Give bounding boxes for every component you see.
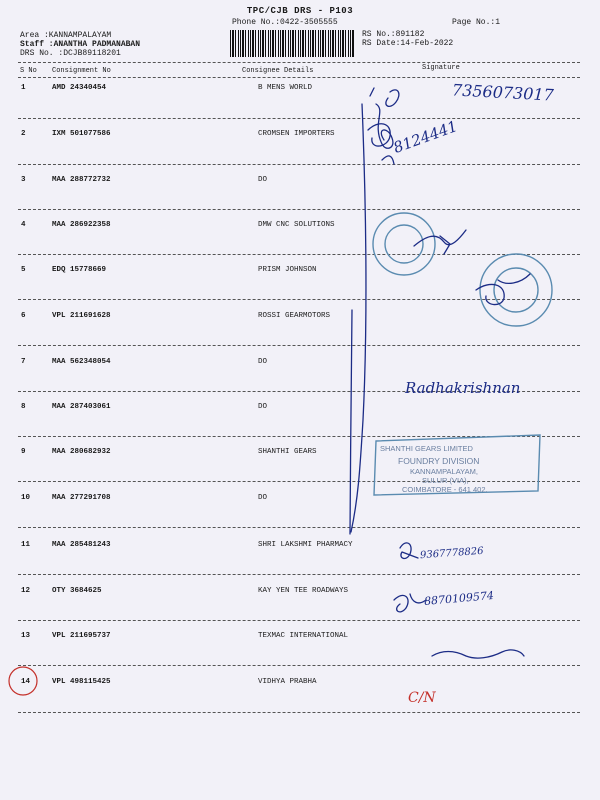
row-sno: 6 xyxy=(21,312,26,320)
row-consignee: SHRI LAKSHMI PHARMACY xyxy=(258,541,353,549)
row-consignment: OTY 3684625 xyxy=(52,587,102,595)
row-sno: 10 xyxy=(21,494,31,502)
row-consignee: DO xyxy=(258,403,268,411)
stamp-line: COIMBATORE - 641 402. xyxy=(402,485,488,494)
stamp-line: SULUR (VIA), xyxy=(422,476,469,485)
row-sno: 5 xyxy=(21,266,26,274)
row-consignment: MAA 285481243 xyxy=(52,541,111,549)
row-consignment: IXM 501077586 xyxy=(52,130,111,138)
handwritten-phone: 8124441 xyxy=(390,117,460,157)
row-consignment: MAA 286922358 xyxy=(52,221,111,229)
row-consignee: DO xyxy=(258,358,268,366)
row-consignee: DO xyxy=(258,176,268,184)
row-consignee: SHANTHI GEARS xyxy=(258,448,317,456)
handwritten-phone: 8870109574 xyxy=(423,588,495,609)
document-title: TPC/CJB DRS - P103 xyxy=(246,6,354,16)
staff-label: Staff :ANANTHA PADMANABAN xyxy=(20,40,141,49)
row-sno: 8 xyxy=(21,403,26,411)
handwritten-phone: 9367778826 xyxy=(419,545,484,562)
row-consignment: EDQ 15778669 xyxy=(52,266,107,274)
row-consignment: AMD 24340454 xyxy=(52,84,107,92)
page-number: Page No.:1 xyxy=(452,18,501,27)
stamp-line: SHANTHI GEARS LIMITED xyxy=(380,444,473,453)
rs-number: RS No.:891182 xyxy=(362,30,425,39)
row-consignee: PRISM JOHNSON xyxy=(258,266,317,274)
row-consignee: ROSSI GEARMOTORS xyxy=(258,312,331,320)
row-sno: 11 xyxy=(21,541,31,549)
row-sno: 4 xyxy=(21,221,26,229)
row-consignee: KAY YEN TEE ROADWAYS xyxy=(258,587,349,595)
rs-date: RS Date:14-Feb-2022 xyxy=(362,39,454,48)
stamp-line: FOUNDRY DIVISION xyxy=(398,456,480,466)
col-consignee: Consignee Details xyxy=(242,67,314,75)
row-sno: 1 xyxy=(21,84,26,92)
row-consignment: VPL 211695737 xyxy=(52,632,111,640)
row-consignment: MAA 280682932 xyxy=(52,448,111,456)
row-consignment: MAA 288772732 xyxy=(52,176,111,184)
handwritten-phone: 7356073017 xyxy=(451,80,555,105)
col-consignment: Consignment No xyxy=(52,67,111,75)
row-sno: 12 xyxy=(21,587,31,595)
row-sno: 13 xyxy=(21,632,31,640)
row-consignee: TEXMAC INTERNATIONAL xyxy=(258,632,349,640)
row-consignment: VPL 498115425 xyxy=(52,678,111,686)
phone-number: Phone No.:0422-3505555 xyxy=(232,18,338,27)
row-sno: 14 xyxy=(21,678,31,686)
row-consignment: VPL 211691628 xyxy=(52,312,111,320)
row-consignee: DMW CNC SOLUTIONS xyxy=(258,221,335,229)
row-consignee: DO xyxy=(258,494,268,502)
row-sno: 2 xyxy=(21,130,26,138)
col-sno: S No xyxy=(20,67,37,75)
row-consignee: VIDHYA PRABHA xyxy=(258,678,317,686)
row-consignment: MAA 562348054 xyxy=(52,358,111,366)
row-sno: 3 xyxy=(21,176,26,184)
row-consignee: CROMSEN IMPORTERS xyxy=(258,130,335,138)
row-consignment: MAA 287403061 xyxy=(52,403,111,411)
area-label: Area :KANNAMPALAYAM xyxy=(20,31,112,40)
stamp-line: KANNAMPALAYAM, xyxy=(410,467,478,476)
row-consignment: MAA 277291708 xyxy=(52,494,111,502)
row-sno: 9 xyxy=(21,448,26,456)
row-consignee: B MENS WORLD xyxy=(258,84,313,92)
drs-number: DRS No. :DCJB89118201 xyxy=(20,49,121,58)
handwritten-note: C/N xyxy=(408,690,436,706)
row-sno: 7 xyxy=(21,358,26,366)
col-signature: Signature xyxy=(422,64,460,72)
handwritten-name: Radhakrishnan xyxy=(405,379,521,397)
